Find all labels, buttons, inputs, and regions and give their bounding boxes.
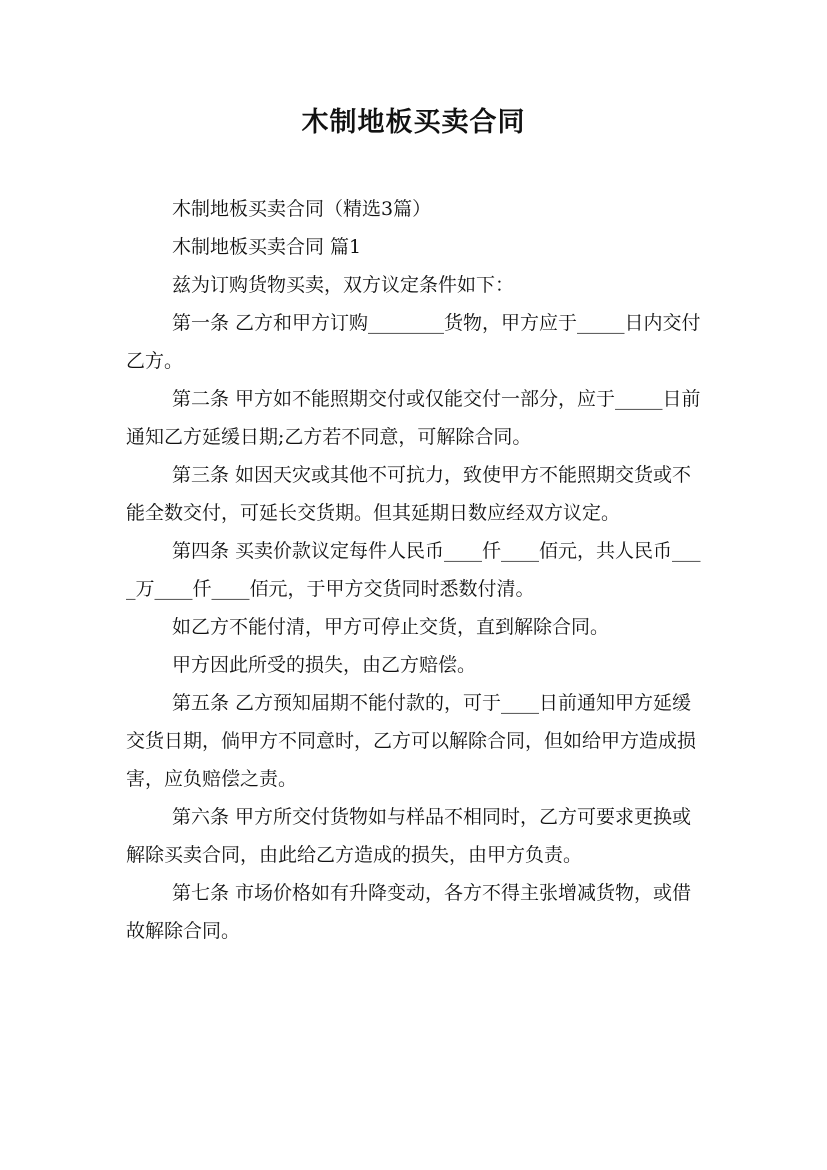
document-title: 木制地板买卖合同 (301, 107, 526, 138)
document-body (126, 190, 706, 950)
paragraph-article-4-note-1: 如乙方不能付清，甲方可停止交货，直到解除合同。 (172, 616, 610, 638)
paragraph-article-4: 第四条 买卖价款议定每件人民币____仟____佰元，共人民币____万____仟____佰元，于甲方交货同时悉数付清。 (126, 540, 701, 600)
paragraph-section-heading: 木制地板买卖合同 篇1 (172, 236, 362, 258)
paragraph-article-2: 第二条 甲方如不能照期交付或仅能交付一部分，应于_____日前通知乙方延缓日期;乙方若不同意，可解除合同。 (126, 388, 701, 448)
paragraph-article-5: 第五条 乙方预知届期不能付款的，可于____日前通知甲方延缓交货日期，倘甲方不同意时，乙方可以解除合同，但如给甲方造成损害，应负赔偿之责。 (126, 692, 697, 790)
paragraph-article-6: 第六条 甲方所交付货物如与样品不相同时，乙方可要求更换或解除买卖合同，由此给乙方造成的损失，由甲方负责。 (126, 806, 692, 866)
paragraph-article-7: 第七条 市场价格如有升降变动，各方不得主张增减货物，或借故解除合同。 (126, 882, 692, 942)
paragraph-intro: 兹为订购货物买卖，双方议定条件如下： (172, 274, 515, 296)
paragraph-article-1: 第一条 乙方和甲方订购________货物，甲方应于_____日内交付乙方。 (126, 312, 701, 372)
paragraph-subtitle: 木制地板买卖合同（精选3篇） (172, 198, 432, 220)
paragraph-article-3: 第三条 如因天灾或其他不可抗力，致使甲方不能照期交货或不能全数交付，可延长交货期。但其延期日数应经双方议定。 (126, 464, 692, 524)
paragraph-article-4-note-2: 甲方因此所受的损失，由乙方赔偿。 (172, 654, 477, 676)
